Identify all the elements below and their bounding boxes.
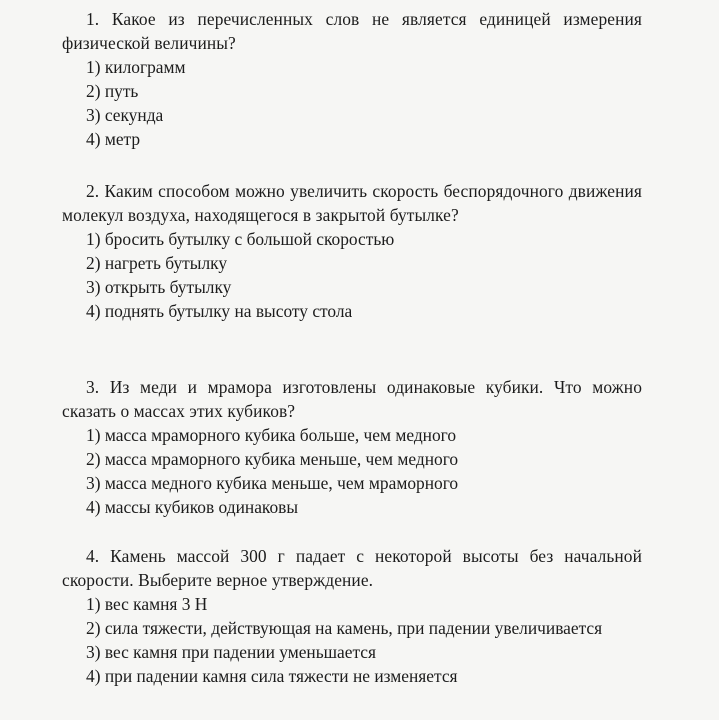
question-2-text: 2. Каким способом можно увеличить скорость беспорядочного движения молекул воздуха, находящегося в закрытой бутылке? [62,181,642,225]
answer-option: 3) вес камня при падении уменьшается [86,642,377,662]
answer-option: 2) нагреть бутылку [86,253,228,273]
answer-option: 4) при падении камня сила тяжести не изменяется [86,666,458,686]
answer-option: 3) открыть бутылку [86,277,232,297]
answer-option: 1) килограмм [86,57,186,77]
answer-option: 1) масса мраморного кубика больше, чем медного [86,425,457,445]
answer-option: 4) метр [86,129,141,149]
question-1-text: 1. Какое из перечисленных слов не является единицей измерения физической величины? [62,9,642,53]
answer-option: 4) массы кубиков одинаковы [86,497,299,517]
answer-option: 4) поднять бутылку на высоту стола [86,301,353,321]
question-4-options [62,592,642,688]
answer-option: 3) масса медного кубика меньше, чем мраморного [86,473,459,493]
question-2 [62,179,642,323]
answer-option: 1) бросить бутылку с большой скоростью [86,229,395,249]
question-4 [62,544,642,688]
answer-option: 2) сила тяжести, действующая на камень, при падении увеличивается [86,618,603,638]
question-4-text: 4. Камень массой 300 г падает с некоторой высоты без начальной скорости. Выберите верное утверждение. [62,546,642,590]
answer-option: 1) вес камня 3 Н [86,594,208,614]
question-1 [62,7,642,151]
question-3-options [62,423,642,519]
question-2-options [62,227,642,323]
question-3 [62,375,642,519]
question-1-options [62,55,642,151]
answer-option: 2) путь [86,81,139,101]
answer-option: 3) секунда [86,105,164,125]
answer-option: 2) масса мраморного кубика меньше, чем медного [86,449,459,469]
question-3-text: 3. Из меди и мрамора изготовлены одинаковые кубики. Что можно сказать о массах этих кубиков? [62,377,642,421]
